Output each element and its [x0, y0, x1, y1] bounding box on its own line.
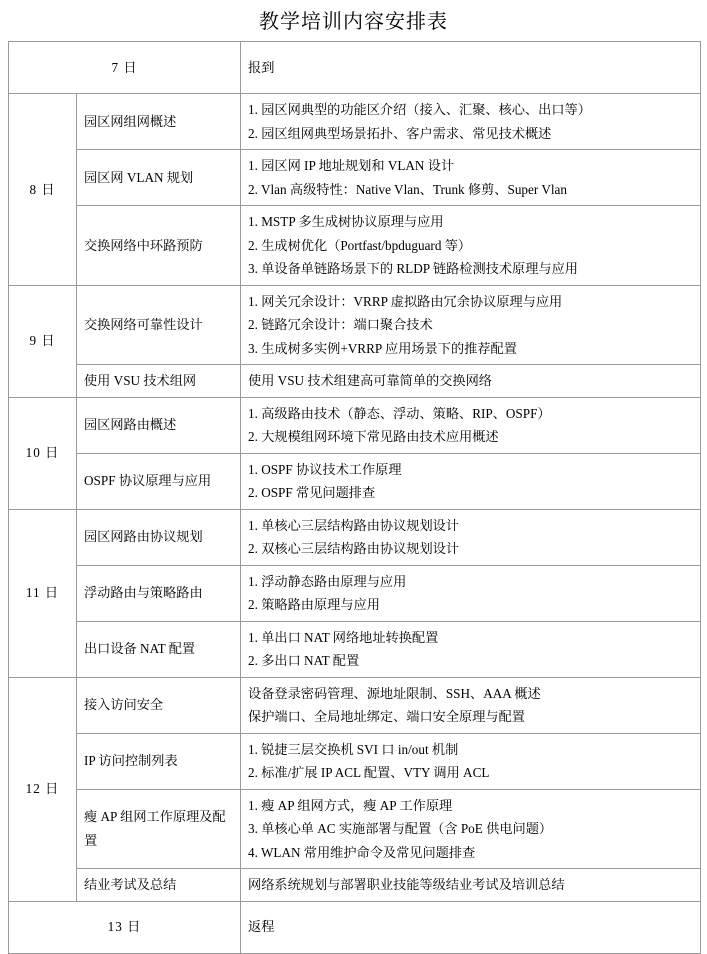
- table-row: [9, 509, 701, 565]
- content-line: 使用 VSU 技术组建高可靠简单的交换网络: [248, 373, 492, 388]
- table-row: [9, 206, 701, 286]
- content-line: 2. OSPF 常见问题排查: [248, 485, 376, 500]
- table-row: [9, 453, 701, 509]
- topic-label: 瘦 AP 组网工作原理及配置: [77, 789, 241, 869]
- content-line: 1. 网关冗余设计：VRRP 虚拟路由冗余协议原理与应用: [248, 293, 563, 309]
- content-line: 1. 单出口 NAT 网络地址转换配置: [248, 629, 439, 645]
- table-row: [9, 901, 701, 953]
- day-label: 9 日: [9, 285, 77, 397]
- page-title: 教学培训内容安排表: [259, 11, 448, 33]
- topic-label: 园区网 VLAN 规划: [77, 150, 241, 206]
- content-cell: [241, 397, 701, 453]
- topic-label: 园区网组网概述: [77, 94, 241, 150]
- content-line: 3. 生成树多实例+VRRP 应用场景下的推荐配置: [248, 340, 517, 356]
- table-row: [9, 285, 701, 365]
- topic-label: OSPF 协议原理与应用: [77, 453, 241, 509]
- content-line: 1. 瘦 AP 组网方式，瘦 AP 工作原理: [248, 797, 453, 813]
- content-line: 1. 园区网典型的功能区介绍（接入、汇聚、核心、出口等）: [248, 102, 591, 117]
- content-cell: [241, 285, 701, 365]
- content-cell: [241, 453, 701, 509]
- content-line: 3. 单设备单链路场景下的 RLDP 链路检测技术原理与应用: [248, 261, 578, 276]
- table-row: [9, 150, 701, 206]
- topic-label: 出口设备 NAT 配置: [77, 621, 241, 677]
- table-row: [9, 397, 701, 453]
- table-row: [9, 621, 701, 677]
- content-line: 2. Vlan 高级特性：Native Vlan、Trunk 修剪、Super Vlan: [248, 181, 567, 197]
- table-row: [9, 565, 701, 621]
- schedule-table-body: [9, 42, 701, 954]
- topic-label: 交换网络可靠性设计: [77, 285, 241, 365]
- content-line: 2. 大规模组网环境下常见路由技术应用概述: [248, 429, 499, 444]
- table-row: [9, 94, 701, 150]
- content-line: 2. 标准/扩展 IP ACL 配置、VTY 调用 ACL: [248, 765, 490, 780]
- content-line: 3. 单核心单 AC 实施部署与配置（含 PoE 供电问题）: [248, 821, 553, 836]
- topic-label: 使用 VSU 技术组网: [77, 365, 241, 398]
- topic-label: 结业考试及总结: [77, 869, 241, 902]
- topic-label: 园区网路由协议规划: [77, 509, 241, 565]
- table-row: [9, 677, 701, 733]
- day-label: 11 日: [9, 509, 77, 677]
- content-cell: [241, 621, 701, 677]
- content-line: 1. OSPF 协议技术工作原理: [248, 461, 402, 477]
- content-line: 返程: [248, 919, 275, 935]
- day-label: 10 日: [9, 397, 77, 509]
- content-line: 1. MSTP 多生成树协议原理与应用: [248, 214, 444, 229]
- content-cell: [241, 901, 701, 953]
- day-label-wide: 13 日: [9, 901, 241, 953]
- content-line: 2. 双核心三层结构路由协议规划设计: [248, 541, 460, 556]
- table-row: [9, 869, 701, 902]
- content-cell: [241, 869, 701, 902]
- content-line: 2. 链路冗余设计：端口聚合技术: [248, 317, 433, 332]
- table-row: [9, 365, 701, 398]
- content-cell: [241, 509, 701, 565]
- content-line: 1. 高级路由技术（静态、浮动、策略、RIP、OSPF）: [248, 405, 551, 421]
- content-cell: [241, 150, 701, 206]
- topic-label: IP 访问控制列表: [77, 733, 241, 789]
- content-line: 网络系统规划与部署职业技能等级结业考试及培训总结: [248, 877, 565, 892]
- topic-label: 园区网路由概述: [77, 397, 241, 453]
- topic-label: 浮动路由与策略路由: [77, 565, 241, 621]
- content-line: 2. 策略路由原理与应用: [248, 597, 380, 612]
- day-label: 12 日: [9, 677, 77, 901]
- content-line: 2. 园区组网典型场景拓扑、客户需求、常见技术概述: [248, 125, 552, 141]
- table-row: [9, 789, 701, 869]
- content-line: 2. 多出口 NAT 配置: [248, 653, 360, 668]
- content-line: 设备登录密码管理、源地址限制、SSH、AAA 概述: [248, 685, 541, 701]
- content-line: 1. 浮动静态路由原理与应用: [248, 573, 407, 589]
- content-cell: [241, 365, 701, 398]
- content-cell: [241, 677, 701, 733]
- content-line: 4. WLAN 常用维护命令及常见问题排查: [248, 844, 476, 860]
- content-cell: [241, 94, 701, 150]
- table-row: [9, 42, 701, 94]
- day-label-wide: 7 日: [9, 42, 241, 94]
- content-line: 1. 园区网 IP 地址规划和 VLAN 设计: [248, 158, 455, 173]
- content-cell: [241, 733, 701, 789]
- content-line: 报到: [248, 59, 275, 75]
- topic-label: 交换网络中环路预防: [77, 206, 241, 286]
- table-row: [9, 733, 701, 789]
- day-label: 8 日: [9, 94, 77, 286]
- training-schedule-table: [8, 41, 701, 954]
- content-line: 1. 锐捷三层交换机 SVI 口 in/out 机制: [248, 741, 459, 757]
- content-cell: [241, 789, 701, 869]
- content-line: 1. 单核心三层结构路由协议规划设计: [248, 517, 460, 533]
- content-line: 2. 生成树优化（Portfast/bpduguard 等）: [248, 237, 472, 253]
- content-cell: [241, 42, 701, 94]
- content-cell: [241, 565, 701, 621]
- content-cell: [241, 206, 701, 286]
- content-line: 保护端口、全局地址绑定、端口安全原理与配置: [248, 709, 525, 724]
- topic-label: 接入访问安全: [77, 677, 241, 733]
